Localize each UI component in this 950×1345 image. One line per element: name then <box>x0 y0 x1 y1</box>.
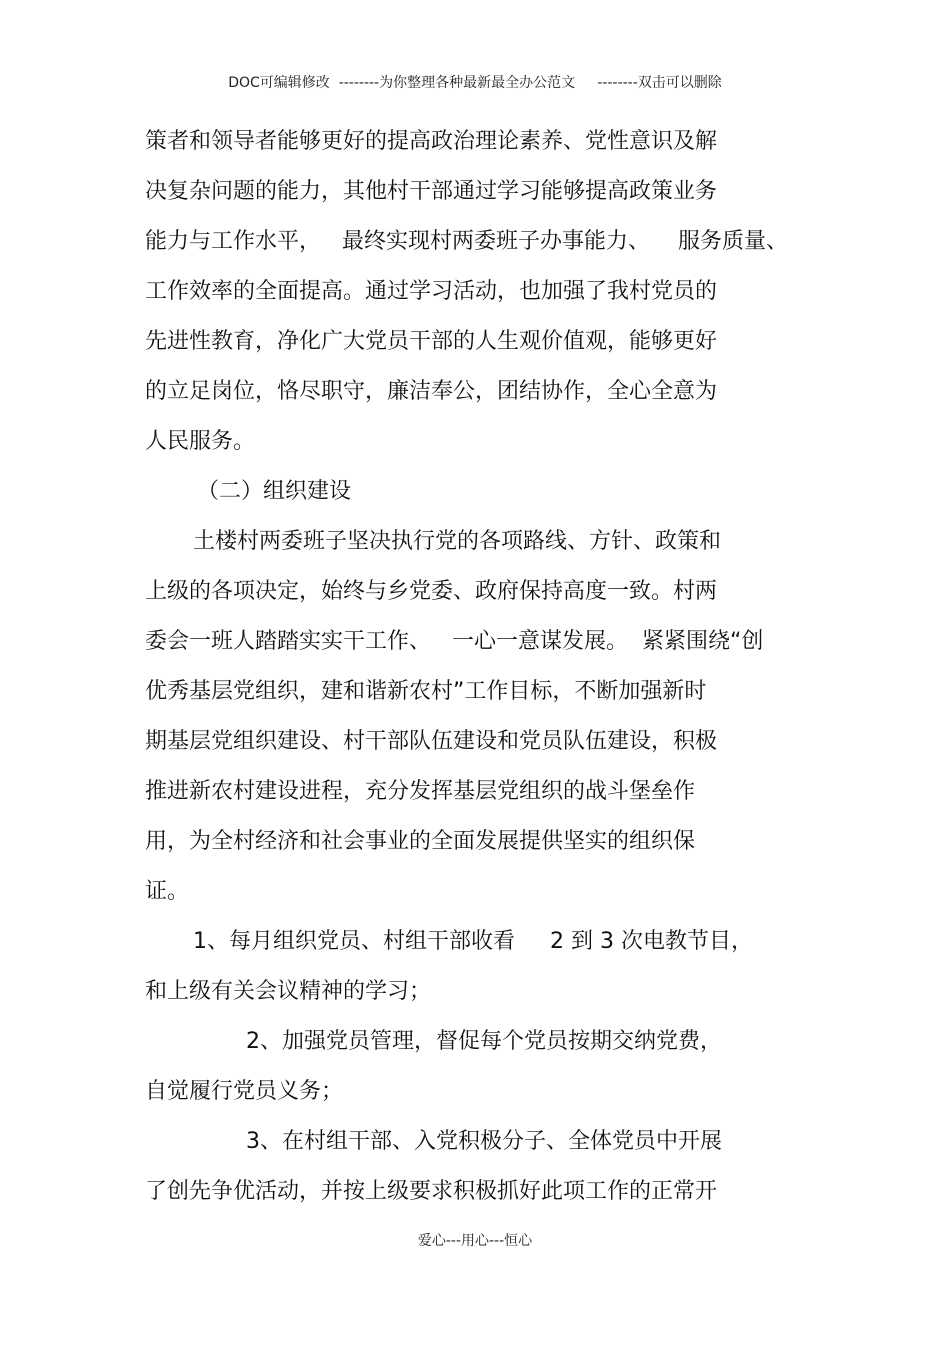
page-header: DOC可编辑修改 --------为你整理各种最新最全办公范文 --------双击可以删除 <box>228 75 722 91</box>
text-line: 人民服务。 <box>145 429 256 454</box>
text-line: 推进新农村建设进程，充分发挥基层党组织的战斗堡垒作 <box>145 779 696 804</box>
text-line: 优秀基层党组织，建和谐新农村”工作目标，不断加强新时 <box>145 679 707 704</box>
text-line: 和上级有关会议精神的学习； <box>145 979 432 1004</box>
text-line: 委会一班人踏踏实实干工作、 一心一意谋发展。 紧紧围绕“创 <box>145 629 764 654</box>
text-line: 工作效率的全面提高。通过学习活动，也加强了我村党员的 <box>145 279 718 304</box>
section-heading: （二）组织建设 <box>197 479 352 504</box>
text-line: 自觉履行党员义务； <box>145 1079 344 1104</box>
text-line: 能力与工作水平， 最终实现村两委班子办事能力、 服务质量、 <box>145 229 788 254</box>
list-item: 2、加强党员管理，督促每个党员按期交纳党费， <box>246 1029 722 1054</box>
list-item: 1、每月组织党员、村组干部收看 2 到 3 次电教节目， <box>193 929 753 954</box>
text-line: 用，为全村经济和社会事业的全面发展提供坚实的组织保 <box>145 829 696 854</box>
text-line: 策者和领导者能够更好的提高政治理论素养、党性意识及解 <box>145 129 718 154</box>
text-line: 的立足岗位，恪尽职守，廉洁奉公，团结协作，全心全意为 <box>145 379 718 404</box>
text-line: 土楼村两委班子坚决执行党的各项路线、方针、政策和 <box>193 529 722 554</box>
text-line: 先进性教育，净化广大党员干部的人生观价值观，能够更好 <box>145 329 718 354</box>
list-item: 3、在村组干部、入党积极分子、全体党员中开展 <box>246 1129 722 1154</box>
page-footer: 爱心---用心---恒心 <box>417 1233 533 1249</box>
text-line: 证。 <box>145 879 190 904</box>
text-line: 期基层党组织建设、村干部队伍建设和党员队伍建设，积极 <box>145 729 718 754</box>
text-line: 了创先争优活动，并按上级要求积极抓好此项工作的正常开 <box>145 1179 718 1204</box>
text-line: 上级的各项决定，始终与乡党委、政府保持高度一致。村两 <box>145 579 718 604</box>
text-line: 决复杂问题的能力，其他村干部通过学习能够提高政策业务 <box>145 179 718 204</box>
